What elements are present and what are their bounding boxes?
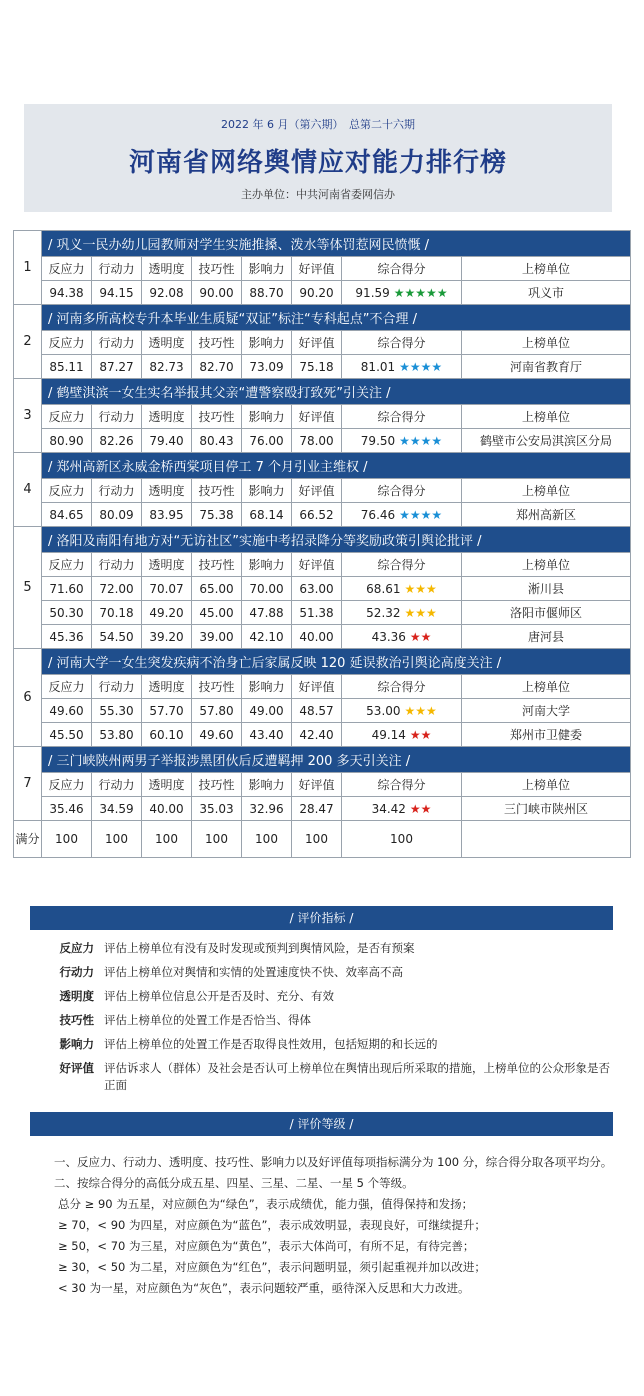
column-header: 影响力: [242, 773, 292, 797]
score-value: 76.46: [360, 507, 396, 522]
star-rating-icon: ★★★★: [399, 507, 443, 522]
metric-value: 83.95: [142, 503, 192, 527]
rank-number: 3: [14, 379, 42, 453]
level-rule-1: 一、反应力、行动力、透明度、技巧性、影响力以及好评值每项指标满分为 100 分，综合得分取各项平均分。: [54, 1155, 613, 1169]
metric-value: 35.46: [42, 797, 92, 821]
metric-value: 32.96: [242, 797, 292, 821]
definition-row: [30, 964, 620, 981]
column-header: 透明度: [142, 405, 192, 429]
definition-term: 好评值: [59, 1061, 94, 1075]
metric-value: 71.60: [42, 577, 92, 601]
score-cell: [342, 429, 462, 453]
table-row: [14, 429, 631, 453]
full-score-value: 100: [42, 821, 92, 858]
star-rating-icon: ★★★: [404, 703, 437, 718]
event-row: [14, 305, 631, 331]
column-header: 综合得分: [342, 331, 462, 355]
column-header: 影响力: [242, 331, 292, 355]
column-header: 反应力: [42, 553, 92, 577]
full-score-value: 100: [242, 821, 292, 858]
metric-value: 57.80: [192, 699, 242, 723]
metric-value: 63.00: [292, 577, 342, 601]
definition-text: 评估上榜单位信息公开是否及时、充分、有效: [104, 989, 334, 1003]
metric-value: 45.50: [42, 723, 92, 747]
full-score-value: 100: [292, 821, 342, 858]
star-rating-icon: ★★: [409, 727, 432, 742]
score-value: 49.14: [371, 727, 406, 742]
event-title: / 洛阳及南阳有地方对“无访社区”实施中考招录降分等奖励政策引舆论批评 /: [42, 527, 631, 553]
column-header: 好评值: [292, 675, 342, 699]
definition-text: 评估上榜单位的处置工作是否恰当、得体: [104, 1013, 311, 1027]
column-header: 好评值: [292, 553, 342, 577]
column-header: 上榜单位: [462, 257, 631, 281]
star-rating-icon: ★★★★: [399, 433, 443, 448]
column-header: 行动力: [92, 675, 142, 699]
table-row: [14, 355, 631, 379]
metric-value: 73.09: [242, 355, 292, 379]
column-header: 透明度: [142, 257, 192, 281]
score-cell: [342, 699, 462, 723]
column-header: 综合得分: [342, 773, 462, 797]
rank-number: 5: [14, 527, 42, 649]
definition-term: 影响力: [59, 1037, 94, 1051]
column-header-row: [14, 553, 631, 577]
column-header: 行动力: [92, 257, 142, 281]
metric-value: 40.00: [142, 797, 192, 821]
unit-name: 淅川县: [462, 577, 631, 601]
column-header-row: [14, 331, 631, 355]
metric-value: 60.10: [142, 723, 192, 747]
issue-info: 2022 年 6 月（第六期） 总第二十六期: [221, 118, 415, 131]
table-row: [14, 601, 631, 625]
metric-value: 49.00: [242, 699, 292, 723]
full-score-value: 100: [142, 821, 192, 858]
definition-row: [30, 940, 620, 957]
event-title: / 巩义一民办幼儿园教师对学生实施推搡、泼水等体罚惹网民愤慨 /: [42, 231, 631, 257]
level-item: ≥ 30，< 50 为二星，对应颜色为“红色”，表示问题明显，须引起重视并加以改进；: [58, 1260, 486, 1274]
level-item: 总分 ≥ 90 为五星，对应颜色为“绿色”，表示成绩优，能力强，值得保持和发扬；: [58, 1197, 474, 1211]
unit-name: 河南大学: [462, 699, 631, 723]
metric-value: 94.38: [42, 281, 92, 305]
event-row: [14, 649, 631, 675]
unit-name: 河南省教育厅: [462, 355, 631, 379]
metric-value: 50.30: [42, 601, 92, 625]
column-header: 透明度: [142, 675, 192, 699]
sponsor-line: 主办单位：中共河南省委网信办: [241, 188, 395, 201]
star-rating-icon: ★★★: [404, 605, 437, 620]
score-cell: [342, 797, 462, 821]
metric-value: 49.20: [142, 601, 192, 625]
unit-name: 洛阳市偃师区: [462, 601, 631, 625]
metric-value: 72.00: [92, 577, 142, 601]
metric-value: 90.00: [192, 281, 242, 305]
column-header: 技巧性: [192, 331, 242, 355]
table-row: [14, 503, 631, 527]
column-header: 综合得分: [342, 675, 462, 699]
column-header-row: [14, 479, 631, 503]
column-header: 影响力: [242, 257, 292, 281]
column-header-row: [14, 773, 631, 797]
column-header-row: [14, 257, 631, 281]
unit-name: 巩义市: [462, 281, 631, 305]
table-row: [14, 797, 631, 821]
definition-row: [30, 1012, 620, 1029]
metric-value: 48.57: [292, 699, 342, 723]
page-title: 河南省网络舆情应对能力排行榜: [128, 148, 507, 178]
metric-value: 70.00: [242, 577, 292, 601]
definition-term: 透明度: [59, 989, 94, 1003]
column-header: 反应力: [42, 405, 92, 429]
level-item: ≥ 70，< 90 为四星，对应颜色为“蓝色”，表示成效明显，表现良好，可继续提升；: [58, 1218, 486, 1232]
metric-value: 49.60: [42, 699, 92, 723]
metric-value: 82.73: [142, 355, 192, 379]
star-rating-icon: ★★★★: [399, 359, 443, 374]
levels-section-bar: / 评价等级 /: [30, 1112, 613, 1136]
definition-text: 评估上榜单位对舆情和实情的处置速度快不快、效率高不高: [104, 965, 403, 979]
full-score-value: 100: [192, 821, 242, 858]
metric-value: 75.18: [292, 355, 342, 379]
definition-text: 评估上榜单位的处置工作是否取得良性效用，包括短期的和长远的: [104, 1037, 438, 1051]
rank-number: 4: [14, 453, 42, 527]
event-title: / 鹤壁淇滨一女生实名举报其父亲“遭警察殴打致死”引关注 /: [42, 379, 631, 405]
column-header: 透明度: [142, 331, 192, 355]
rank-number: 1: [14, 231, 42, 305]
column-header: 反应力: [42, 773, 92, 797]
unit-name: 唐河县: [462, 625, 631, 649]
column-header: 影响力: [242, 553, 292, 577]
unit-name: 郑州高新区: [462, 503, 631, 527]
metric-value: 78.00: [292, 429, 342, 453]
column-header: 上榜单位: [462, 773, 631, 797]
column-header: 技巧性: [192, 405, 242, 429]
score-value: 52.32: [366, 605, 401, 620]
metric-value: 82.70: [192, 355, 242, 379]
ranking-table: [13, 230, 631, 858]
metric-value: 90.20: [292, 281, 342, 305]
column-header: 反应力: [42, 479, 92, 503]
metric-value: 65.00: [192, 577, 242, 601]
definition-row: [30, 1060, 620, 1094]
star-rating-icon: ★★: [409, 629, 432, 644]
event-title: / 河南多所高校专升本毕业生质疑“双证”标注“专科起点”不合理 /: [42, 305, 631, 331]
column-header: 综合得分: [342, 479, 462, 503]
score-cell: [342, 601, 462, 625]
column-header: 好评值: [292, 331, 342, 355]
column-header: 好评值: [292, 257, 342, 281]
score-cell: [342, 723, 462, 747]
score-value: 68.61: [366, 581, 401, 596]
metric-value: 82.26: [92, 429, 142, 453]
full-score-row: [14, 821, 631, 858]
indicator-definitions: [30, 940, 620, 1101]
column-header: 好评值: [292, 479, 342, 503]
star-rating-icon: ★★: [409, 801, 432, 816]
score-value: 34.42: [371, 801, 406, 816]
score-value: 81.01: [360, 359, 396, 374]
column-header: 综合得分: [342, 257, 462, 281]
metric-value: 53.80: [92, 723, 142, 747]
column-header: 综合得分: [342, 405, 462, 429]
metric-value: 47.88: [242, 601, 292, 625]
indicators-section-bar: / 评价指标 /: [30, 906, 613, 930]
metric-value: 80.43: [192, 429, 242, 453]
column-header: 透明度: [142, 773, 192, 797]
metric-value: 49.60: [192, 723, 242, 747]
full-score-label: 满分: [14, 821, 42, 858]
metric-value: 43.40: [242, 723, 292, 747]
full-score-value: 100: [92, 821, 142, 858]
column-header: 好评值: [292, 773, 342, 797]
metric-value: 92.08: [142, 281, 192, 305]
definition-text: 评估上榜单位有没有及时发现或预判到舆情风险，是否有预案: [104, 941, 415, 955]
column-header: 上榜单位: [462, 553, 631, 577]
column-header: 技巧性: [192, 553, 242, 577]
score-value: 79.50: [360, 433, 396, 448]
metric-value: 42.40: [292, 723, 342, 747]
score-cell: [342, 281, 462, 305]
column-header: 上榜单位: [462, 675, 631, 699]
table-row: [14, 577, 631, 601]
score-cell: [342, 577, 462, 601]
table-row: [14, 699, 631, 723]
metric-value: 76.00: [242, 429, 292, 453]
level-rules: [30, 1152, 620, 1299]
metric-value: 66.52: [292, 503, 342, 527]
metric-value: 70.18: [92, 601, 142, 625]
column-header: 反应力: [42, 331, 92, 355]
full-score-blank: [462, 821, 631, 858]
unit-name: 鹤壁市公安局淇滨区分局: [462, 429, 631, 453]
column-header: 技巧性: [192, 773, 242, 797]
page-header: [24, 104, 612, 212]
definition-term: 技巧性: [59, 1013, 94, 1027]
column-header: 技巧性: [192, 675, 242, 699]
level-rule-2: 二、按综合得分的高低分成五星、四星、三星、二星、一星 5 个等级。: [54, 1176, 414, 1190]
metric-value: 34.59: [92, 797, 142, 821]
column-header: 反应力: [42, 675, 92, 699]
column-header-row: [14, 675, 631, 699]
table-row: [14, 281, 631, 305]
column-header: 上榜单位: [462, 405, 631, 429]
metric-value: 51.38: [292, 601, 342, 625]
level-item: < 30 为一星，对应颜色为“灰色”，表示问题较严重，亟待深入反思和大力改进。: [58, 1281, 470, 1295]
metric-value: 80.90: [42, 429, 92, 453]
column-header: 影响力: [242, 675, 292, 699]
metric-value: 84.65: [42, 503, 92, 527]
definition-term: 反应力: [59, 941, 94, 955]
metric-value: 70.07: [142, 577, 192, 601]
column-header: 行动力: [92, 405, 142, 429]
column-header: 行动力: [92, 479, 142, 503]
table-row: [14, 723, 631, 747]
star-rating-icon: ★★★: [404, 581, 437, 596]
metric-value: 28.47: [292, 797, 342, 821]
column-header: 行动力: [92, 331, 142, 355]
definition-text: 评估诉求人（群体）及社会是否认可上榜单位在舆情出现后所采取的措施，上榜单位的公众形象是否正面: [104, 1061, 610, 1092]
event-row: [14, 379, 631, 405]
rank-number: 7: [14, 747, 42, 821]
metric-value: 40.00: [292, 625, 342, 649]
metric-value: 35.03: [192, 797, 242, 821]
level-item: ≥ 50，< 70 为三星，对应颜色为“黄色”，表示大体尚可，有所不足，有待完善；: [58, 1239, 475, 1253]
metric-value: 79.40: [142, 429, 192, 453]
metric-value: 54.50: [92, 625, 142, 649]
column-header: 好评值: [292, 405, 342, 429]
event-title: / 河南大学一女生突发疾病不治身亡后家属反映 120 延误救治引舆论高度关注 /: [42, 649, 631, 675]
column-header: 透明度: [142, 553, 192, 577]
full-score-value: 100: [342, 821, 462, 858]
metric-value: 45.36: [42, 625, 92, 649]
column-header: 影响力: [242, 405, 292, 429]
rank-number: 6: [14, 649, 42, 747]
metric-value: 55.30: [92, 699, 142, 723]
metric-value: 85.11: [42, 355, 92, 379]
column-header: 影响力: [242, 479, 292, 503]
column-header-row: [14, 405, 631, 429]
definition-term: 行动力: [59, 965, 94, 979]
unit-name: 郑州市卫健委: [462, 723, 631, 747]
metric-value: 88.70: [242, 281, 292, 305]
event-row: [14, 747, 631, 773]
score-cell: [342, 503, 462, 527]
metric-value: 75.38: [192, 503, 242, 527]
column-header: 行动力: [92, 553, 142, 577]
definition-row: [30, 1036, 620, 1053]
score-cell: [342, 625, 462, 649]
column-header: 综合得分: [342, 553, 462, 577]
score-cell: [342, 355, 462, 379]
table-row: [14, 625, 631, 649]
column-header: 透明度: [142, 479, 192, 503]
column-header: 行动力: [92, 773, 142, 797]
rank-number: 2: [14, 305, 42, 379]
column-header: 上榜单位: [462, 479, 631, 503]
unit-name: 三门峡市陕州区: [462, 797, 631, 821]
score-value: 91.59: [355, 285, 390, 300]
column-header: 技巧性: [192, 257, 242, 281]
metric-value: 45.00: [192, 601, 242, 625]
metric-value: 57.70: [142, 699, 192, 723]
column-header: 技巧性: [192, 479, 242, 503]
definition-row: [30, 988, 620, 1005]
score-value: 43.36: [371, 629, 406, 644]
metric-value: 39.20: [142, 625, 192, 649]
column-header: 反应力: [42, 257, 92, 281]
metric-value: 42.10: [242, 625, 292, 649]
event-row: [14, 231, 631, 257]
metric-value: 87.27: [92, 355, 142, 379]
score-value: 53.00: [366, 703, 401, 718]
metric-value: 94.15: [92, 281, 142, 305]
event-row: [14, 527, 631, 553]
event-row: [14, 453, 631, 479]
metric-value: 68.14: [242, 503, 292, 527]
star-rating-icon: ★★★★★: [393, 285, 448, 300]
column-header: 上榜单位: [462, 331, 631, 355]
metric-value: 80.09: [92, 503, 142, 527]
metric-value: 39.00: [192, 625, 242, 649]
event-title: / 三门峡陕州两男子举报涉黑团伙后反遭羁押 200 多天引关注 /: [42, 747, 631, 773]
event-title: / 郑州高新区永威金桥西棠项目停工 7 个月引业主维权 /: [42, 453, 631, 479]
